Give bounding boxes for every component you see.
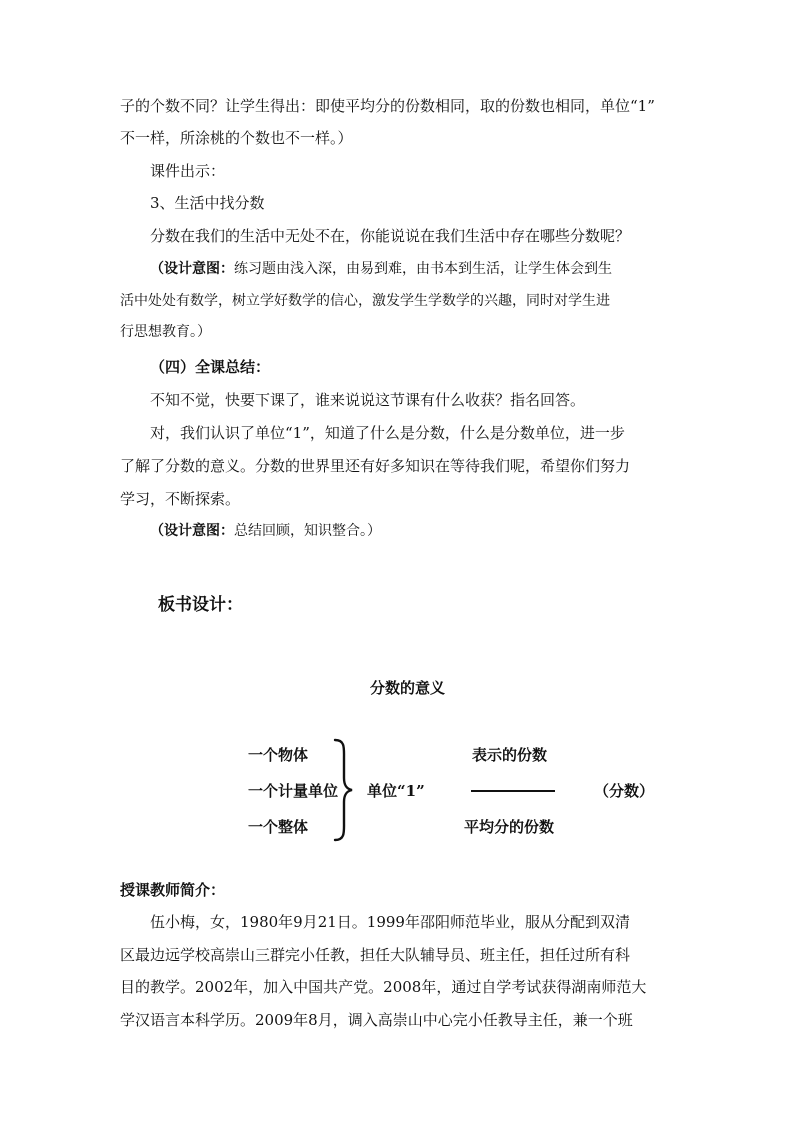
design-intent-2-label: （设计意图： [150, 523, 234, 539]
design-intent-text: 练习题由浅入深，由易到难，由书本到生活，让学生体会到生 [234, 261, 612, 277]
teacher-bio-line: 目的教学。2002年，加入中国共产党。2008年，通过自学考试获得湖南师范大 [120, 978, 647, 996]
teacher-heading: 授课教师简介： [120, 881, 226, 899]
board-item: 一个整体 [248, 818, 309, 836]
summary-answer-line: 了解了分数的意义。分数的世界里还有好多知识在等待我们呢，希望你们努力 [120, 457, 631, 475]
summary-title: （四）全课总结： [150, 358, 271, 376]
board-heading: 板书设计： [158, 595, 243, 615]
paragraph-line: 子的个数不同？让学生得出：即使平均分的份数相同，取的份数也相同，单位“1” [120, 97, 655, 115]
teacher-bio-line: 学汉语言本科学历。2009年8月，调入高崇山中心完小任教导主任，兼一个班 [120, 1011, 633, 1029]
curly-brace-icon [331, 738, 355, 842]
teacher-bio-line: 区最边远学校高崇山三群完小任教，担任大队辅导员、班主任，担任过所有科 [120, 946, 631, 964]
design-intent-2-text: 总结回顾，知识整合。） [234, 523, 381, 539]
summary-answer-line: 对，我们认识了单位“1”，知道了什么是分数，什么是分数单位，进一步 [150, 424, 625, 442]
design-intent-2 [150, 521, 381, 541]
board-title: 分数的意义 [370, 679, 446, 697]
design-intent-label: （设计意图： [150, 261, 234, 277]
paragraph-line: 不一样，所涂桃的个数也不一样。） [120, 129, 353, 147]
numerator-text: 表示的份数 [472, 746, 548, 764]
unit-one: 单位“1” [367, 782, 425, 800]
teacher-bio-line: 伍小梅，女，1980年9月21日。1999年邵阳师范毕业，服从分配到双清 [150, 913, 630, 931]
denominator-text: 平均分的份数 [464, 818, 555, 836]
courseware-label: 课件出示： [150, 162, 226, 180]
summary-question: 不知不觉，快要下课了，谁来说说这节课有什么收获？指名回答。 [150, 391, 586, 409]
summary-answer-line: 学习，不断探索。 [120, 490, 241, 508]
fraction-bar [471, 790, 555, 792]
question-text: 分数在我们的生活中无处不在，你能说说在我们生活中存在哪些分数呢？ [150, 227, 631, 245]
section-title: 3、生活中找分数 [150, 194, 265, 212]
board-item: 一个计量单位 [248, 782, 339, 800]
design-intent-line: 活中处处有数学，树立学好数学的信心，激发学生学数学的兴趣，同时对学生进 [120, 293, 610, 309]
fraction-label: （分数） [594, 782, 655, 800]
design-intent-line: 行思想教育。） [120, 324, 211, 340]
design-intent-line [150, 259, 612, 279]
board-item: 一个物体 [248, 746, 309, 764]
